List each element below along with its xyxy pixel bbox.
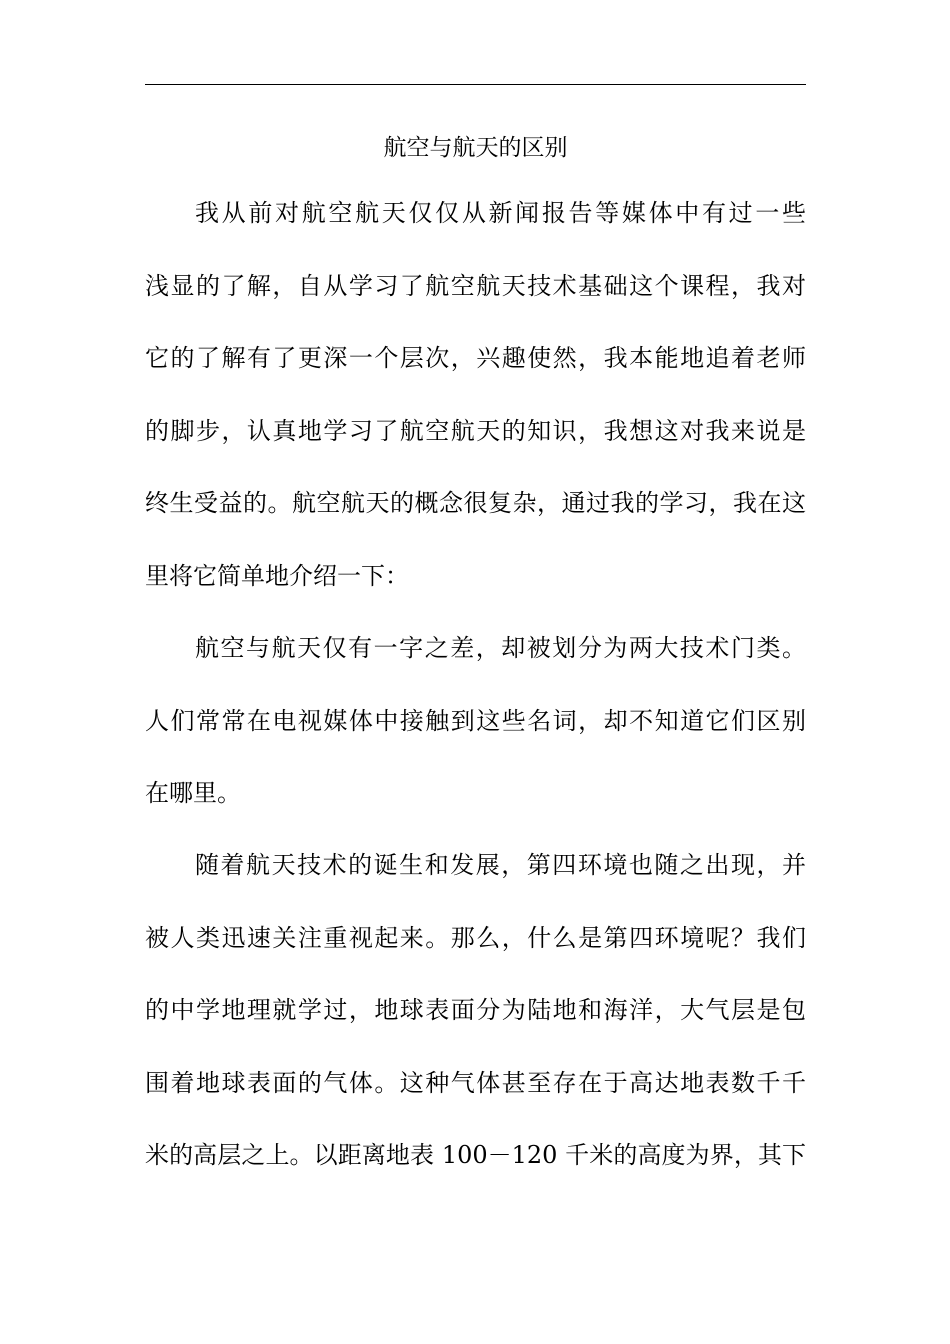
- paragraph-line: 浅显的了解，自从学习了航空航天技术基础这个课程，我对: [145, 271, 806, 300]
- paragraph-line: 人们常常在电视媒体中接触到这些名词，却不知道它们区别: [145, 706, 806, 735]
- paragraph-line: 被人类迅速关注重视起来。那么，什么是第四环境呢？我们: [145, 923, 806, 952]
- paragraph-line: 里将它简单地介绍一下：: [145, 561, 409, 590]
- paragraph-difference: [145, 628, 806, 846]
- document-title: 航空与航天的区别: [383, 135, 568, 161]
- paragraph-intro: [145, 193, 806, 628]
- paragraph-line: 我从前对航空航天仅仅从新闻报告等媒体中有过一些: [195, 199, 806, 227]
- paragraph-line: 米的高层之上。以距离地表 100－120 千米的高度为界，其下: [145, 1141, 806, 1169]
- paragraph-fourth-environment: [145, 845, 806, 1208]
- paragraph-line: 航空与航天仅有一字之差，却被划分为两大技术门类。: [195, 634, 806, 662]
- paragraph-line: 围着地球表面的气体。这种气体甚至存在于高达地表数千千: [145, 1068, 806, 1097]
- paragraph-line: 在哪里。: [145, 779, 241, 807]
- paragraph-line: 终生受益的。航空航天的概念很复杂，通过我的学习，我在这: [145, 489, 806, 517]
- paragraph-line: 的中学地理就学过，地球表面分为陆地和海洋，大气层是包: [145, 996, 806, 1024]
- paragraph-line: 的脚步，认真地学习了航空航天的知识，我想这对我来说是: [145, 416, 806, 445]
- paragraph-line: 随着航天技术的诞生和发展，第四环境也随之出现，并: [195, 851, 806, 879]
- paragraph-line: 它的了解有了更深一个层次，兴趣使然，我本能地追着老师: [145, 344, 806, 372]
- header-rule: [145, 84, 806, 85]
